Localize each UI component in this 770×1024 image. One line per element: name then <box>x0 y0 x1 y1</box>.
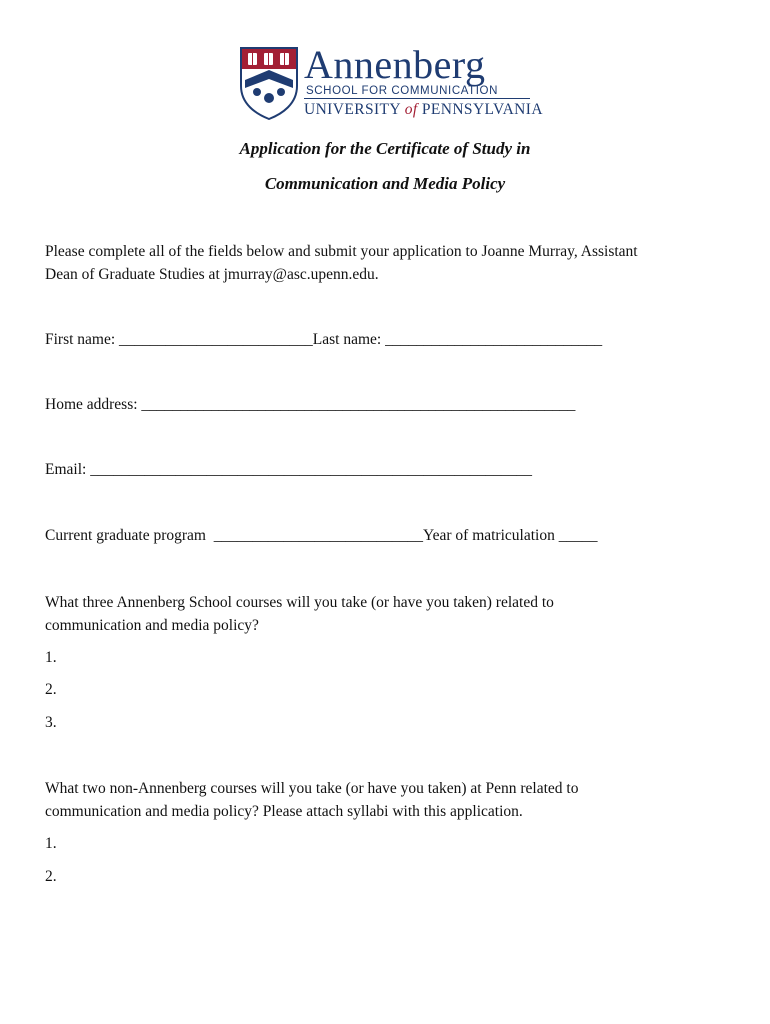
name-field-line[interactable]: First name: _________________________Last name: ____________________________ <box>45 331 603 348</box>
annenberg-course-2[interactable]: 2. <box>45 681 57 698</box>
annenberg-logo <box>238 42 543 122</box>
penn-course-2[interactable]: 2. <box>45 868 57 885</box>
home-address-field-line[interactable]: Home address: ________________________________________________________ <box>45 396 576 413</box>
brand-university <box>304 100 543 120</box>
annenberg-courses-question: What three Annenberg School courses will you take (or have you taken) related to communication and media policy? <box>45 594 554 634</box>
document-title-line-1: Application for the Certificate of Study in <box>239 139 531 158</box>
brand-university-prefix: UNIVERSITY <box>304 101 401 118</box>
penn-courses-question: What two non-Annenberg courses will you take (or have you taken) at Penn related to communication and media policy? Please attach syllabi with this application. <box>45 780 579 820</box>
brand-university-suffix: PENNSYLVANIA <box>421 101 543 118</box>
logo-divider <box>304 98 530 99</box>
document-title-line-2: Communication and Media Policy <box>264 174 506 193</box>
annenberg-course-3[interactable]: 3. <box>45 714 57 731</box>
brand-university-of: of <box>404 101 418 118</box>
penn-shield-icon <box>238 46 300 120</box>
penn-course-1[interactable]: 1. <box>45 835 57 852</box>
email-field-line[interactable]: Email: _________________________________________________________ <box>45 461 532 478</box>
program-field-line[interactable]: Current graduate program ___________________________Year of matriculation _____ <box>45 527 598 544</box>
instructions-text: Please complete all of the fields below and submit your application to Joanne Murray, Assistant Dean of Graduate Studies at jmurray@asc.upenn.edu. <box>45 243 638 283</box>
brand-school: SCHOOL FOR COMMUNICATION <box>306 85 499 97</box>
annenberg-course-1[interactable]: 1. <box>45 649 57 666</box>
brand-name: Annenberg <box>304 42 486 87</box>
